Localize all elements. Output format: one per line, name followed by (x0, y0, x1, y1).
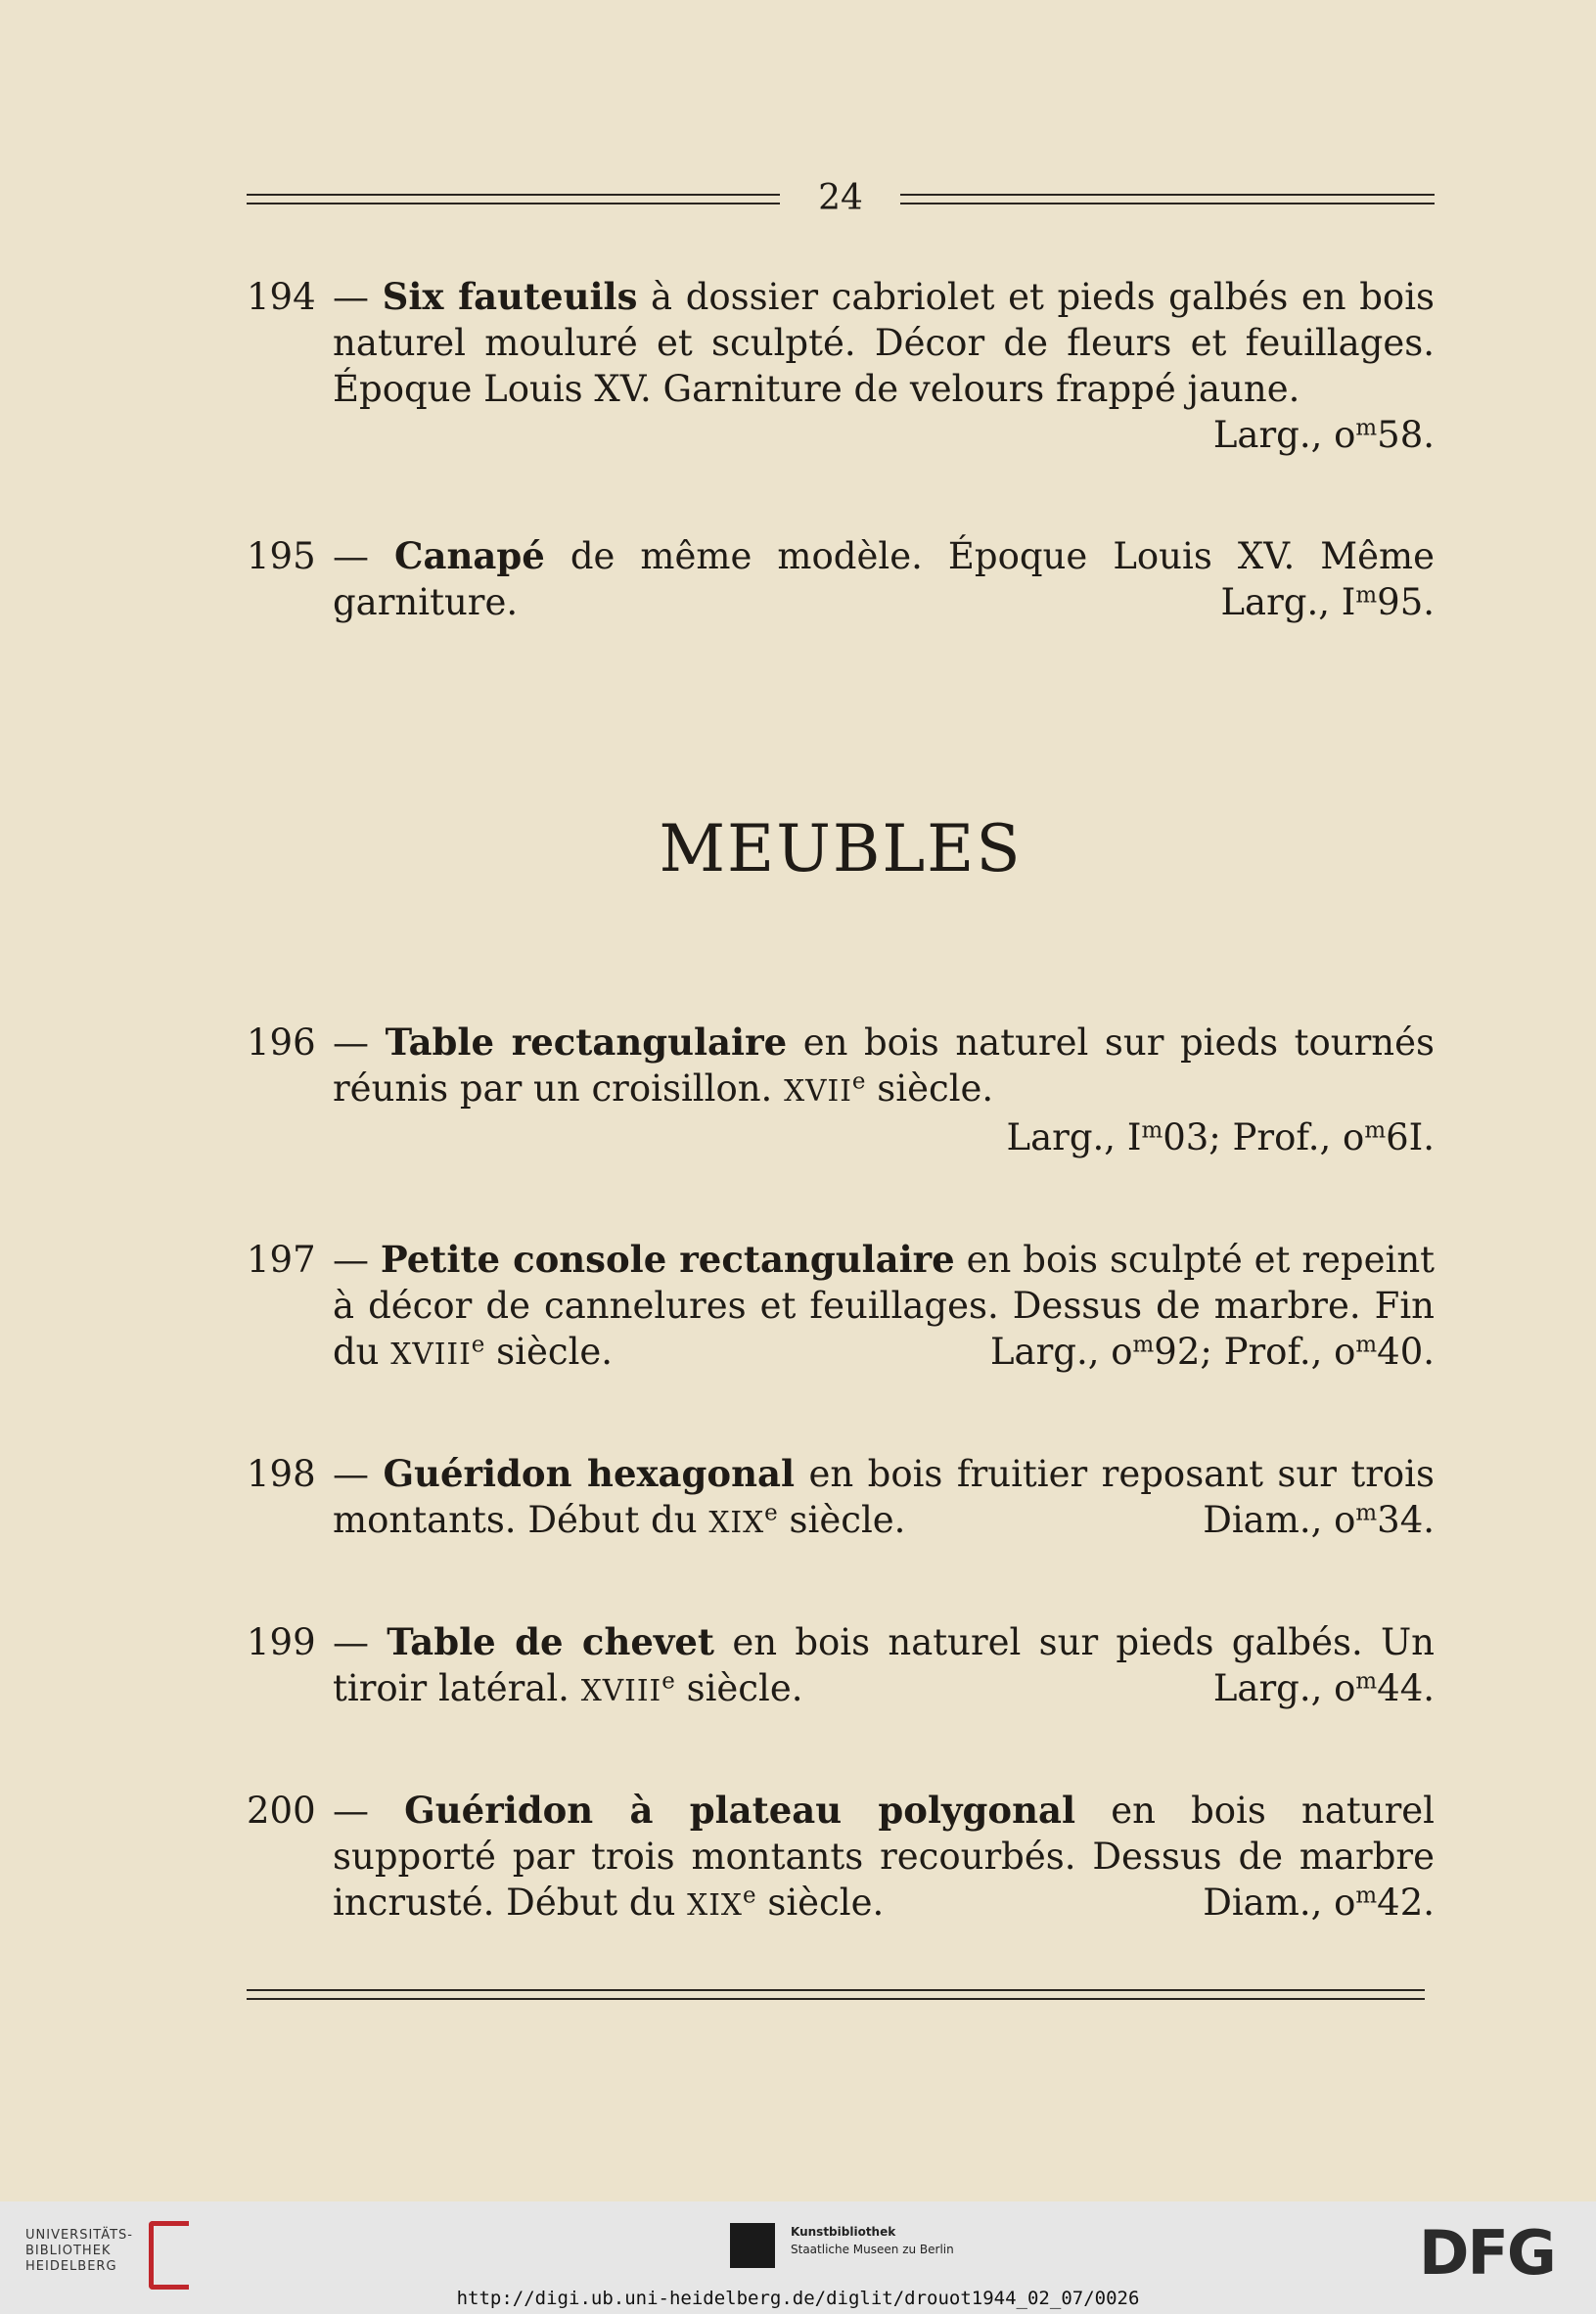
kunstbibliothek-title: Kunstbibliothek (791, 2225, 896, 2239)
catalog-entry-200 (247, 1788, 1435, 1928)
ub-logo-line-3: HEIDELBERG (25, 2259, 117, 2274)
kunstbibliothek-icon (730, 2223, 775, 2268)
entry-number: 194 (247, 276, 316, 318)
dfg-logo[interactable]: DFG (1419, 2217, 1555, 2289)
entry-title: Petite console rectangulaire (380, 1238, 955, 1281)
ub-logo-line-1: UNIVERSITÄTS- (25, 2228, 133, 2243)
entry-body: — Guéridon à plateau polygonal en bois naturel supporté par trois montants recourbés. Dessus de marbre incrusté. Début du XIXe siècle. Diam., $o^m42$. (333, 1789, 1436, 1924)
entry-description-end: siècle. (789, 1499, 906, 1541)
entry-dimensions: Larg., $I^m03$; Prof., $o^m6I$. (1006, 1116, 1435, 1158)
entry-description: en bois naturel supporté par trois montants recourbés. Dessus de marbre incrusté. Début du (333, 1790, 1436, 1924)
bottom-rule (247, 1989, 1425, 2000)
entry-body: — Canapé de même modèle. Époque Louis XV. Même garniture. Larg., $I^m95$. (333, 534, 1436, 623)
entry-number: 196 (247, 1021, 316, 1064)
entry-dimensions: Larg., $o^m92$; Prof., $o^m40$. (989, 1331, 1435, 1373)
entry-title: Six fauteuils (382, 275, 638, 318)
entry-description: en bois naturel sur pieds tournés réunis par un croisillon. (333, 1021, 1436, 1110)
entry-number: 195 (247, 535, 316, 577)
permalink-url[interactable]: http://digi.ub.uni-heidelberg.de/diglit/drouot1944_02_07/0026 (456, 2288, 1140, 2309)
catalog-entry-199 (247, 1619, 1435, 1714)
catalog-entry-198 (247, 1451, 1435, 1546)
entry-description: en bois sculpté et repeint à décor de cannelures et feuillages. Dessus de marbre. Fin du (333, 1239, 1436, 1373)
page-number: 24 (818, 178, 863, 218)
entry-dimensions: Larg., $I^m95$. (1220, 581, 1435, 623)
entry-dimensions: Diam., $o^m34$. (1203, 1499, 1435, 1541)
digitization-footer (0, 2201, 1596, 2314)
entry-number: 197 (247, 1239, 316, 1281)
entry-description: de même modèle. Époque Louis XV. Même garniture. (333, 535, 1436, 623)
entry-number: 200 (247, 1790, 316, 1832)
entry-dimensions: Larg., $o^m58$. (1212, 414, 1435, 456)
entry-body: — Petite console rectangulaire en bois sculpté et repeint à décor de cannelures et feuillages. Dessus de marbre. Fin du XVIIIe siècle. Larg., $o^m92$; Prof., $o^m40$. (333, 1238, 1436, 1373)
entry-description-end: siècle. (767, 1882, 885, 1924)
entry-dimensions: Larg., $o^m44$. (1212, 1667, 1435, 1709)
ub-heidelberg-mark-icon (149, 2221, 189, 2290)
section-title: MEUBLES (659, 811, 1023, 886)
entry-century: XIX (687, 1888, 743, 1922)
entry-dimensions: Diam., $o^m42$. (1203, 1882, 1435, 1924)
entry-century: XIX (708, 1506, 765, 1539)
entry-century: XVII (784, 1074, 852, 1108)
catalog-entry-196 (247, 1020, 1435, 1160)
entry-title: Guéridon à plateau polygonal (404, 1789, 1076, 1832)
catalog-entry-197 (247, 1237, 1435, 1378)
entry-description: en bois fruitier reposant sur trois montants. Début du (333, 1453, 1435, 1541)
entry-body: — Guéridon hexagonal en bois fruitier reposant sur trois montants. Début du XIXe siècle. Diam., $o^m34$. (333, 1452, 1435, 1541)
entry-description-end: siècle. (877, 1067, 994, 1110)
header-rule-right (900, 194, 1435, 204)
ub-logo-line-2: BIBLIOTHEK (25, 2244, 112, 2258)
entry-description: en bois naturel sur pieds galbés. Un tiroir latéral. (333, 1621, 1435, 1709)
entry-century: XVIII (580, 1674, 662, 1707)
entry-body: — Table de chevet en bois naturel sur pieds galbés. Un tiroir latéral. XVIIIe siècle. Larg., $o^m44$. (333, 1620, 1435, 1709)
kunstbibliothek-subtitle: Staatliche Museen zu Berlin (791, 2243, 954, 2256)
entry-body: — Table rectangulaire en bois naturel sur pieds tournés réunis par un croisillon. XVIIe siècle. Larg., $I^m03$; Prof., $o^m6I$. (333, 1021, 1436, 1158)
entry-number: 198 (247, 1453, 316, 1495)
entry-title: Table rectangulaire (385, 1021, 788, 1064)
catalog-entry-195 (247, 533, 1435, 625)
ub-heidelberg-logo[interactable] (25, 2228, 133, 2275)
entry-title: Guéridon hexagonal (383, 1452, 796, 1495)
entry-body: — Six fauteuils à dossier cabriolet et pieds galbés en bois naturel mouluré et sculpté. Décor de fleurs et feuillages. Époque Louis XV. Garniture de velours frappé jaune. Larg., $o^m58$. (333, 275, 1436, 456)
page-header (247, 174, 1435, 223)
entry-title: Table de chevet (387, 1620, 715, 1663)
entry-century: XVIII (390, 1338, 472, 1371)
entry-description-end: siècle. (686, 1667, 803, 1709)
entry-description-end: siècle. (496, 1331, 614, 1373)
entry-title: Canapé (394, 534, 545, 577)
catalog-entry-194 (247, 274, 1435, 458)
entry-description: à dossier cabriolet et pieds galbés en bois naturel mouluré et sculpté. Décor de fleurs et feuillages. Époque Louis XV. Garniture de velours frappé jaune. (333, 276, 1436, 410)
entry-number: 199 (247, 1621, 316, 1663)
